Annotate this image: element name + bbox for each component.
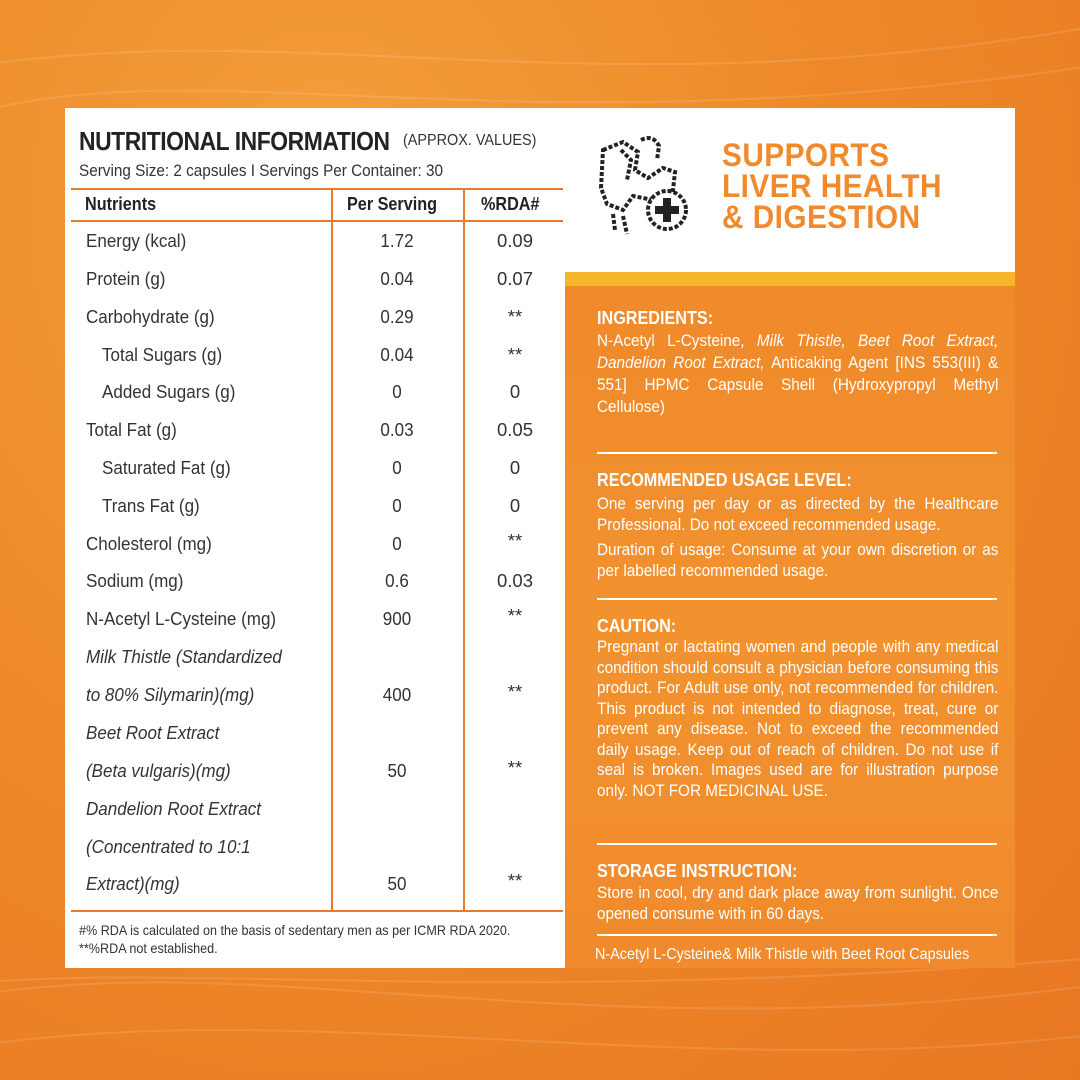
- row-value: 900: [382, 608, 412, 629]
- caution-title: CAUTION:: [597, 616, 677, 636]
- row-name: Protein (g): [86, 268, 166, 289]
- row-rda: 0: [509, 457, 521, 478]
- headline: [722, 137, 942, 235]
- row-value: 50: [387, 873, 407, 894]
- storage-title: STORAGE INSTRUCTION:: [597, 861, 798, 881]
- info-panel: [565, 286, 1015, 968]
- row-rda: **: [507, 681, 523, 702]
- label-card: [65, 108, 1015, 968]
- nutrition-title: NUTRITIONAL INFORMATION: [79, 126, 390, 156]
- divider: [597, 598, 997, 600]
- row-name: Cholesterol (mg): [86, 533, 212, 554]
- row-name: to 80% Silymarin)(mg): [86, 684, 255, 705]
- header-nutrients: Nutrients: [85, 194, 157, 214]
- row-name: Saturated Fat (g): [102, 457, 231, 478]
- nutrition-panel: [65, 108, 565, 968]
- divider: [597, 934, 997, 936]
- row-value: 0: [392, 533, 402, 554]
- row-rda: **: [507, 605, 523, 626]
- serving-size: Serving Size: 2 capsules I Servings Per Container: 30: [79, 161, 443, 180]
- ingredients-title: INGREDIENTS:: [597, 308, 714, 328]
- storage-text: Store in cool, dry and dark place away from sunlight. Once opened consume with in 60 days.: [597, 883, 999, 923]
- row-value: 0: [392, 381, 402, 402]
- headline-line1: SUPPORTS: [722, 137, 890, 173]
- ingredients-text: [597, 330, 998, 418]
- row-rda: **: [507, 530, 523, 551]
- row-rda: **: [507, 306, 523, 327]
- ingredients-part2: Milk Thistle, Beet Root Extract, Dandelion Root Extract,: [597, 331, 999, 372]
- row-rda: **: [507, 870, 523, 891]
- row-value: 0: [392, 457, 402, 478]
- row-name: Beet Root Extract: [86, 722, 220, 743]
- caution-text: Pregnant or lactating women and people with any medical condition should consult a physician before consuming this product. For Adult use only, not recommended for children. This product is not intended to diagnose, treat, cure or prevent any disease. Not to exceed the recommended daily usage. Keep out of reach of children. Do not use if seal is broken. Images used are for illustration purpose only. NOT FOR MEDICINAL USE.: [597, 637, 999, 800]
- row-name: (Beta vulgaris)(mg): [86, 760, 231, 781]
- row-name: Trans Fat (g): [102, 495, 200, 516]
- footnote-rda: #% RDA is calculated on the basis of sedentary men as per ICMR RDA 2020.: [79, 922, 511, 938]
- row-name: Extract)(mg): [86, 873, 180, 894]
- usage-text-1: One serving per day or as directed by the Healthcare Professional. Do not exceed recommended usage.: [597, 494, 999, 534]
- header-per-serving: Per Serving: [347, 194, 438, 214]
- row-name: Dandelion Root Extract: [86, 798, 262, 819]
- row-value: 0.04: [380, 344, 414, 365]
- row-name: Energy (kcal): [86, 230, 187, 251]
- row-value: 1.72: [380, 230, 414, 251]
- footnote-not-established: **%RDA not established.: [79, 940, 218, 956]
- row-rda: 0: [509, 381, 521, 402]
- row-value: 0.29: [380, 306, 414, 327]
- liver-digestion-icon: [593, 130, 703, 240]
- product-name: N-Acetyl L-Cysteine& Milk Thistle with Beet Root Capsules: [595, 946, 970, 963]
- row-value: 0.6: [385, 570, 409, 591]
- divider: [597, 843, 997, 845]
- row-name: Added Sugars (g): [102, 381, 236, 402]
- headline-line3: & DIGESTION: [722, 199, 921, 235]
- row-rda: 0.05: [496, 419, 533, 440]
- table-col-divider-1: [331, 188, 333, 912]
- row-value: 400: [382, 684, 412, 705]
- divider: [597, 452, 997, 454]
- usage-title: RECOMMENDED USAGE LEVEL:: [597, 470, 852, 490]
- row-name: N-Acetyl L-Cysteine (mg): [86, 608, 277, 629]
- row-name: Milk Thistle (Standardized: [86, 646, 282, 667]
- usage-text-2: Duration of usage: Consume at your own discretion or as per labelled recommended usage.: [597, 540, 999, 580]
- row-rda: **: [507, 757, 523, 778]
- row-name: Total Sugars (g): [102, 344, 223, 365]
- ingredients-part3: Anticaking Agent [INS 553(III) & 551] HPMC Capsule Shell (Hydroxypropyl Methyl Cellulose): [597, 353, 999, 416]
- row-name: (Concentrated to 10:1: [86, 836, 251, 857]
- row-name: Carbohydrate (g): [86, 306, 215, 327]
- row-value: 0: [392, 495, 402, 516]
- row-name: Sodium (mg): [86, 570, 184, 591]
- table-header-border: [71, 220, 563, 222]
- row-value: 0.03: [380, 419, 414, 440]
- table-bottom-border: [71, 910, 563, 912]
- row-name: Total Fat (g): [86, 419, 177, 440]
- row-value: 0.04: [380, 268, 414, 289]
- row-rda: 0.03: [496, 570, 533, 591]
- row-value: 50: [387, 760, 407, 781]
- header-rda: %RDA#: [481, 194, 540, 214]
- table-col-divider-2: [463, 188, 465, 912]
- row-rda: 0.07: [496, 268, 533, 289]
- row-rda: 0: [509, 495, 521, 516]
- approx-values-label: (APPROX. VALUES): [403, 132, 537, 149]
- headline-line2: LIVER HEALTH: [722, 168, 942, 204]
- table-top-border: [71, 188, 563, 190]
- ingredients-part1: N-Acetyl L-Cysteine,: [597, 331, 757, 350]
- row-rda: **: [507, 344, 523, 365]
- row-rda: 0.09: [496, 230, 533, 251]
